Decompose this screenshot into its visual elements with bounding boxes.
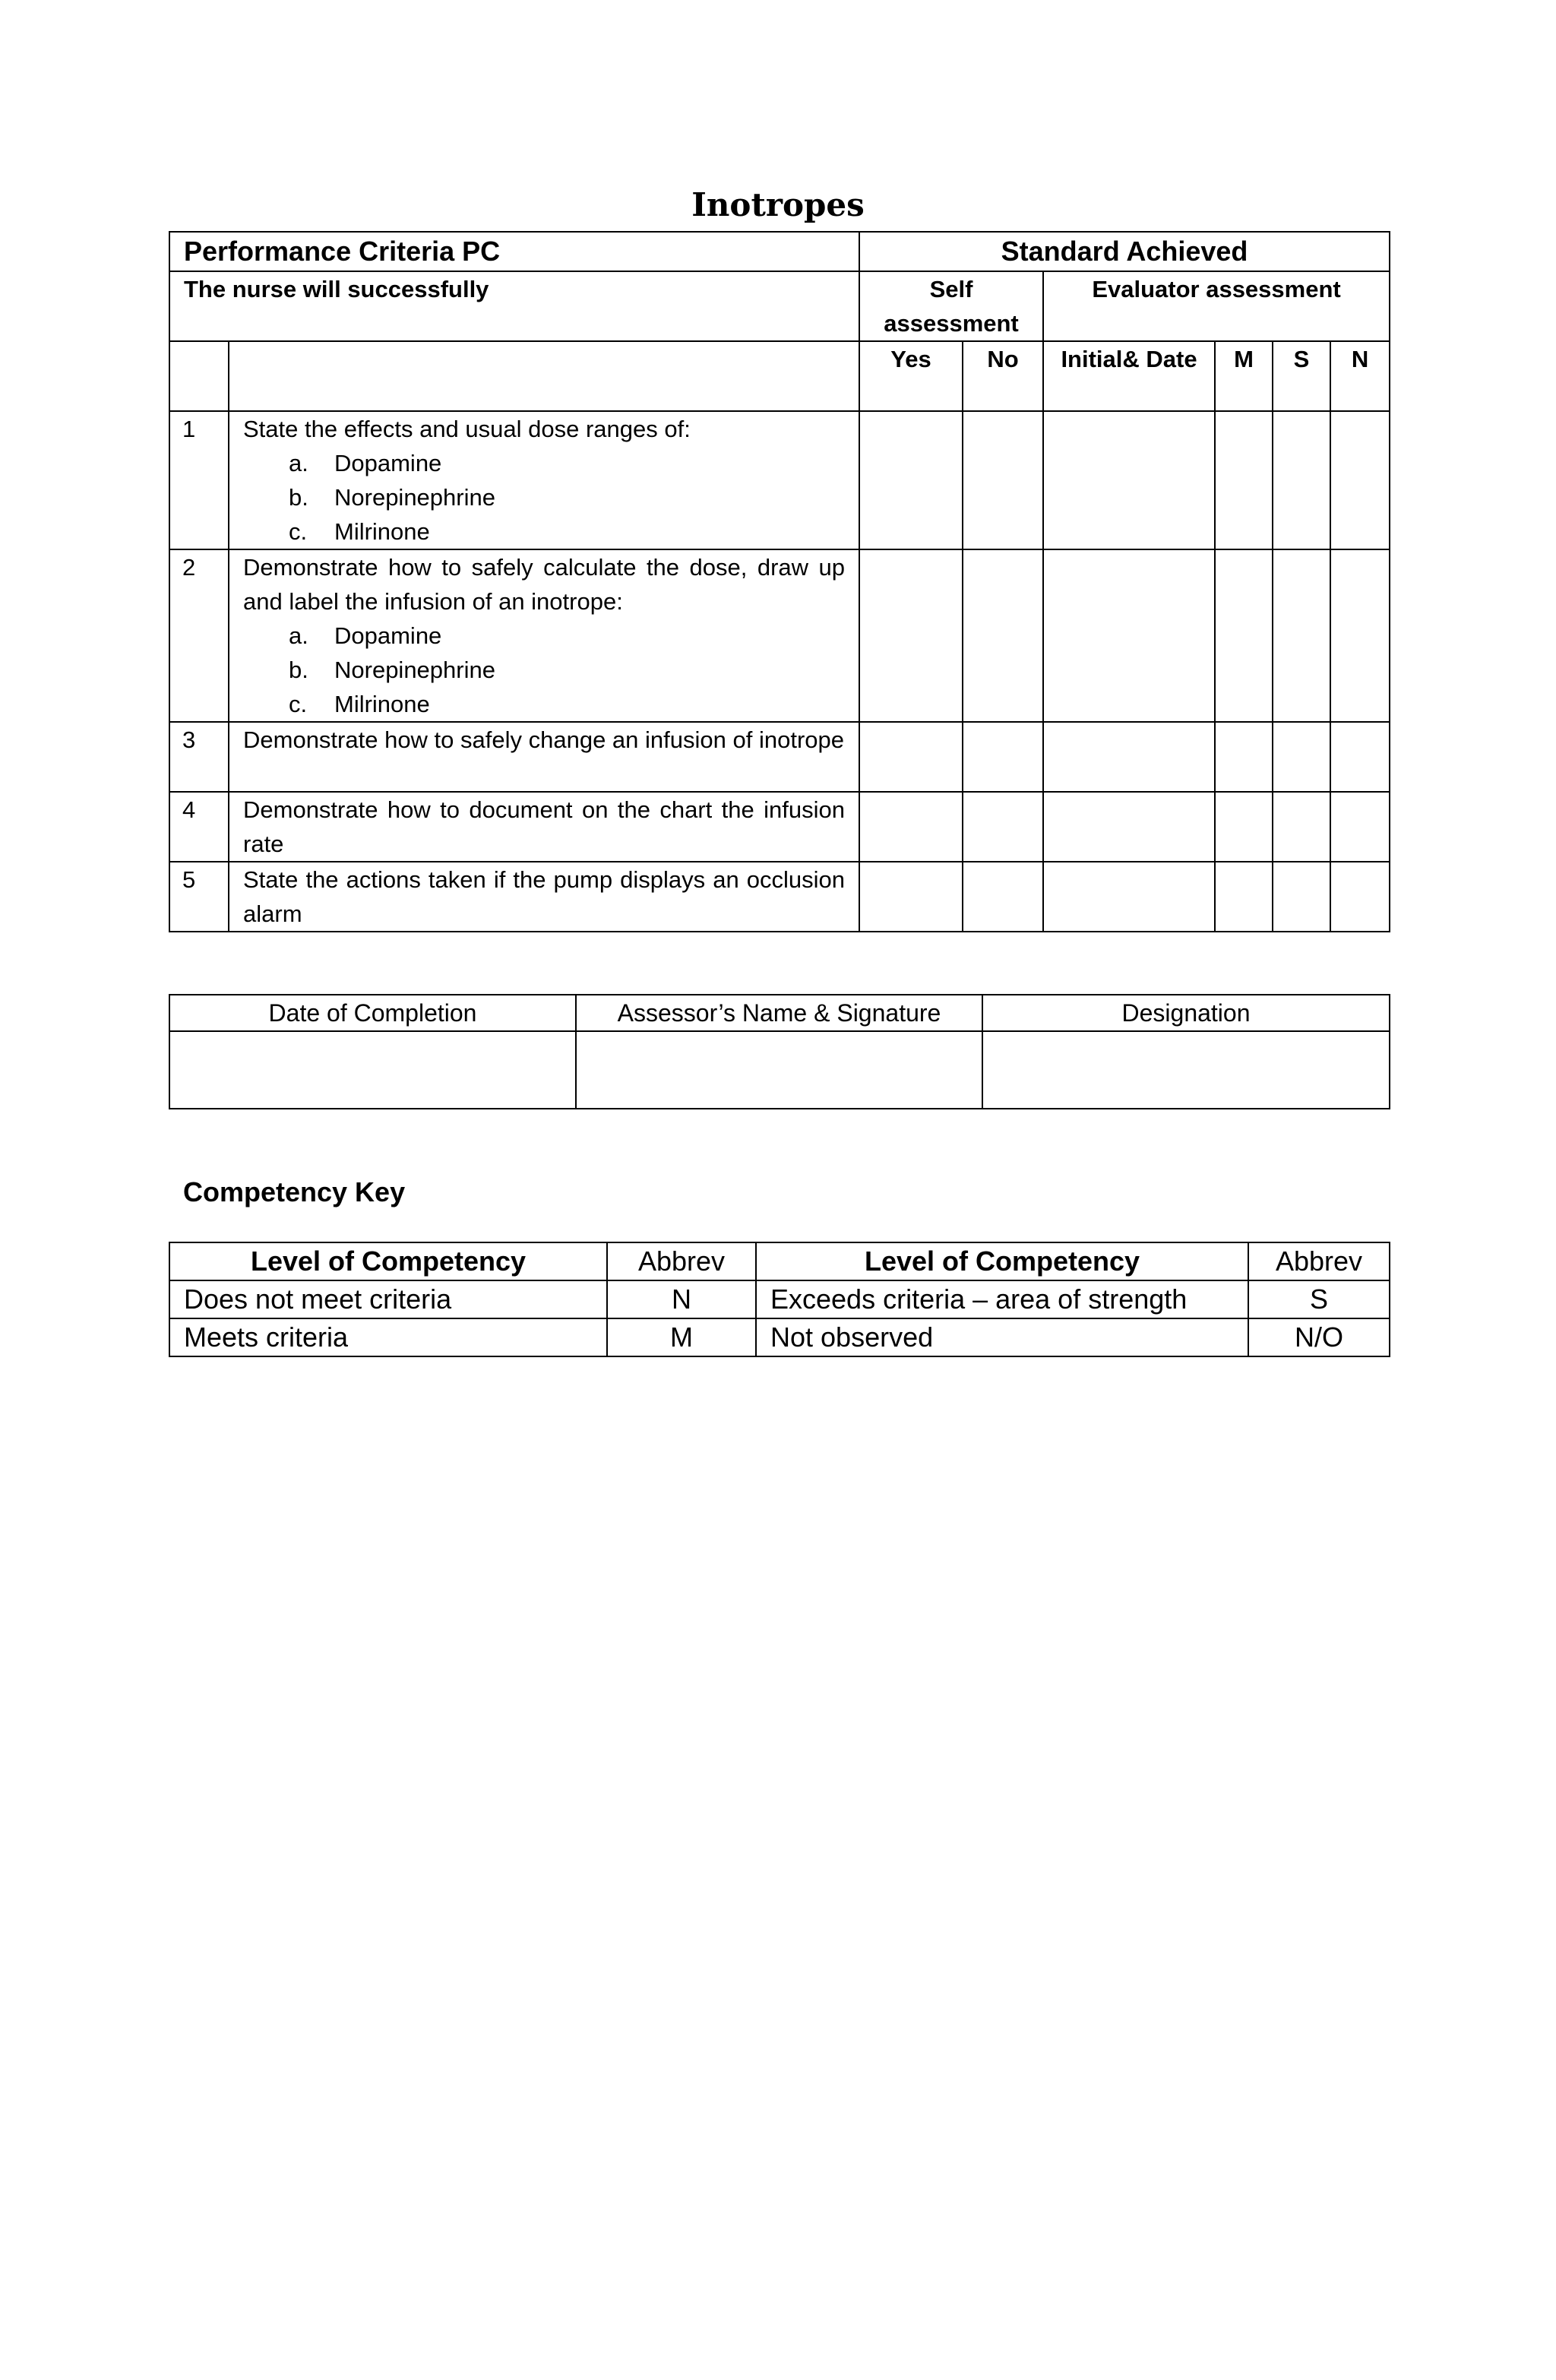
n-cell[interactable] [1330,549,1390,722]
performance-criteria-table [169,231,1390,932]
list-item [289,480,845,514]
header-standard-achieved: Standard Achieved [859,232,1390,271]
abbrev-cell: S [1248,1280,1390,1318]
header-level-of-competency: Level of Competency [756,1242,1248,1280]
competency-key-table [169,1242,1390,1357]
m-cell[interactable] [1215,792,1273,862]
initial-date-cell[interactable] [1043,549,1215,722]
col-no: No [963,341,1043,411]
row-number: 2 [169,549,229,722]
header-self-assessment: Self assessment [859,271,1043,341]
criteria-row [169,722,1390,792]
n-cell[interactable] [1330,722,1390,792]
table-row [169,1318,1390,1356]
criteria-row [169,792,1390,862]
initial-date-cell[interactable] [1043,722,1215,792]
col-m: M [1215,341,1273,411]
header-performance-criteria: Performance Criteria PC [169,232,859,271]
m-cell[interactable] [1215,862,1273,932]
criteria-text [229,549,859,722]
yes-cell[interactable] [859,722,963,792]
level-cell: Exceeds criteria – area of strength [756,1280,1248,1318]
yes-cell[interactable] [859,411,963,549]
blank-cell [169,341,229,411]
list-text: Milrinone [334,518,430,545]
criteria-text [229,411,859,549]
list-text: Milrinone [334,691,430,717]
col-s: S [1273,341,1330,411]
criteria-text: Demonstrate how to safely change an infusion of inotrope [229,722,859,792]
date-of-completion-field[interactable] [169,1031,576,1109]
list-letter: b. [289,484,308,511]
m-cell[interactable] [1215,722,1273,792]
s-cell[interactable] [1273,549,1330,722]
list-letter: a. [289,622,308,649]
list-letter: c. [289,691,308,717]
header-level-of-competency: Level of Competency [169,1242,607,1280]
m-cell[interactable] [1215,411,1273,549]
designation-field[interactable] [982,1031,1390,1109]
abbrev-cell: M [607,1318,756,1356]
blank-cell [229,341,859,411]
row-number: 3 [169,722,229,792]
competency-key-heading: Competency Key [183,1176,406,1207]
list-item [289,619,845,653]
header-evaluator-assessment: Evaluator assessment [1043,271,1390,341]
s-cell[interactable] [1273,862,1330,932]
list-letter: c. [289,518,308,545]
criteria-sublist [243,619,845,721]
level-cell: Not observed [756,1318,1248,1356]
list-text: Dopamine [334,622,442,649]
header-abbrev: Abbrev [1248,1242,1390,1280]
criteria-sublist [243,446,845,549]
list-text: Dopamine [334,450,442,476]
initial-date-cell[interactable] [1043,411,1215,549]
list-letter: a. [289,450,308,476]
list-letter: b. [289,657,308,683]
abbrev-cell: N/O [1248,1318,1390,1356]
s-cell[interactable] [1273,722,1330,792]
page-title: Inotropes [691,186,865,223]
no-cell[interactable] [963,792,1043,862]
header-abbrev: Abbrev [607,1242,756,1280]
initial-date-cell[interactable] [1043,792,1215,862]
n-cell[interactable] [1330,792,1390,862]
list-text: Norepinephrine [334,484,495,511]
list-item [289,687,845,721]
list-item [289,653,845,687]
yes-cell[interactable] [859,549,963,722]
yes-cell[interactable] [859,862,963,932]
header-assessor-name-signature: Assessor’s Name & Signature [576,995,982,1031]
abbrev-cell: N [607,1280,756,1318]
n-cell[interactable] [1330,862,1390,932]
initial-date-cell[interactable] [1043,862,1215,932]
col-initial-date: Initial& Date [1043,341,1215,411]
header-date-of-completion: Date of Completion [169,995,576,1031]
row-number: 5 [169,862,229,932]
criteria-text: State the actions taken if the pump displays an occlusion alarm [229,862,859,932]
yes-cell[interactable] [859,792,963,862]
list-text: Norepinephrine [334,657,495,683]
no-cell[interactable] [963,862,1043,932]
subheader-nurse: The nurse will successfully [169,271,859,341]
criteria-statement: State the effects and usual dose ranges of: [243,416,691,442]
no-cell[interactable] [963,722,1043,792]
n-cell[interactable] [1330,411,1390,549]
header-designation: Designation [982,995,1390,1031]
level-cell: Meets criteria [169,1318,607,1356]
signoff-table [169,994,1390,1109]
criteria-statement: Demonstrate how to safely calculate the dose, draw up and label the infusion of an inotrope: [243,554,846,615]
table-row [169,1280,1390,1318]
criteria-row [169,549,1390,722]
no-cell[interactable] [963,549,1043,722]
criteria-text: Demonstrate how to document on the chart the infusion rate [229,792,859,862]
assessor-signature-field[interactable] [576,1031,982,1109]
no-cell[interactable] [963,411,1043,549]
list-item [289,514,845,549]
criteria-row [169,411,1390,549]
s-cell[interactable] [1273,411,1330,549]
criteria-row [169,862,1390,932]
row-number: 1 [169,411,229,549]
level-cell: Does not meet criteria [169,1280,607,1318]
m-cell[interactable] [1215,549,1273,722]
col-n: N [1330,341,1390,411]
list-item [289,446,845,480]
col-yes: Yes [859,341,963,411]
s-cell[interactable] [1273,792,1330,862]
row-number: 4 [169,792,229,862]
